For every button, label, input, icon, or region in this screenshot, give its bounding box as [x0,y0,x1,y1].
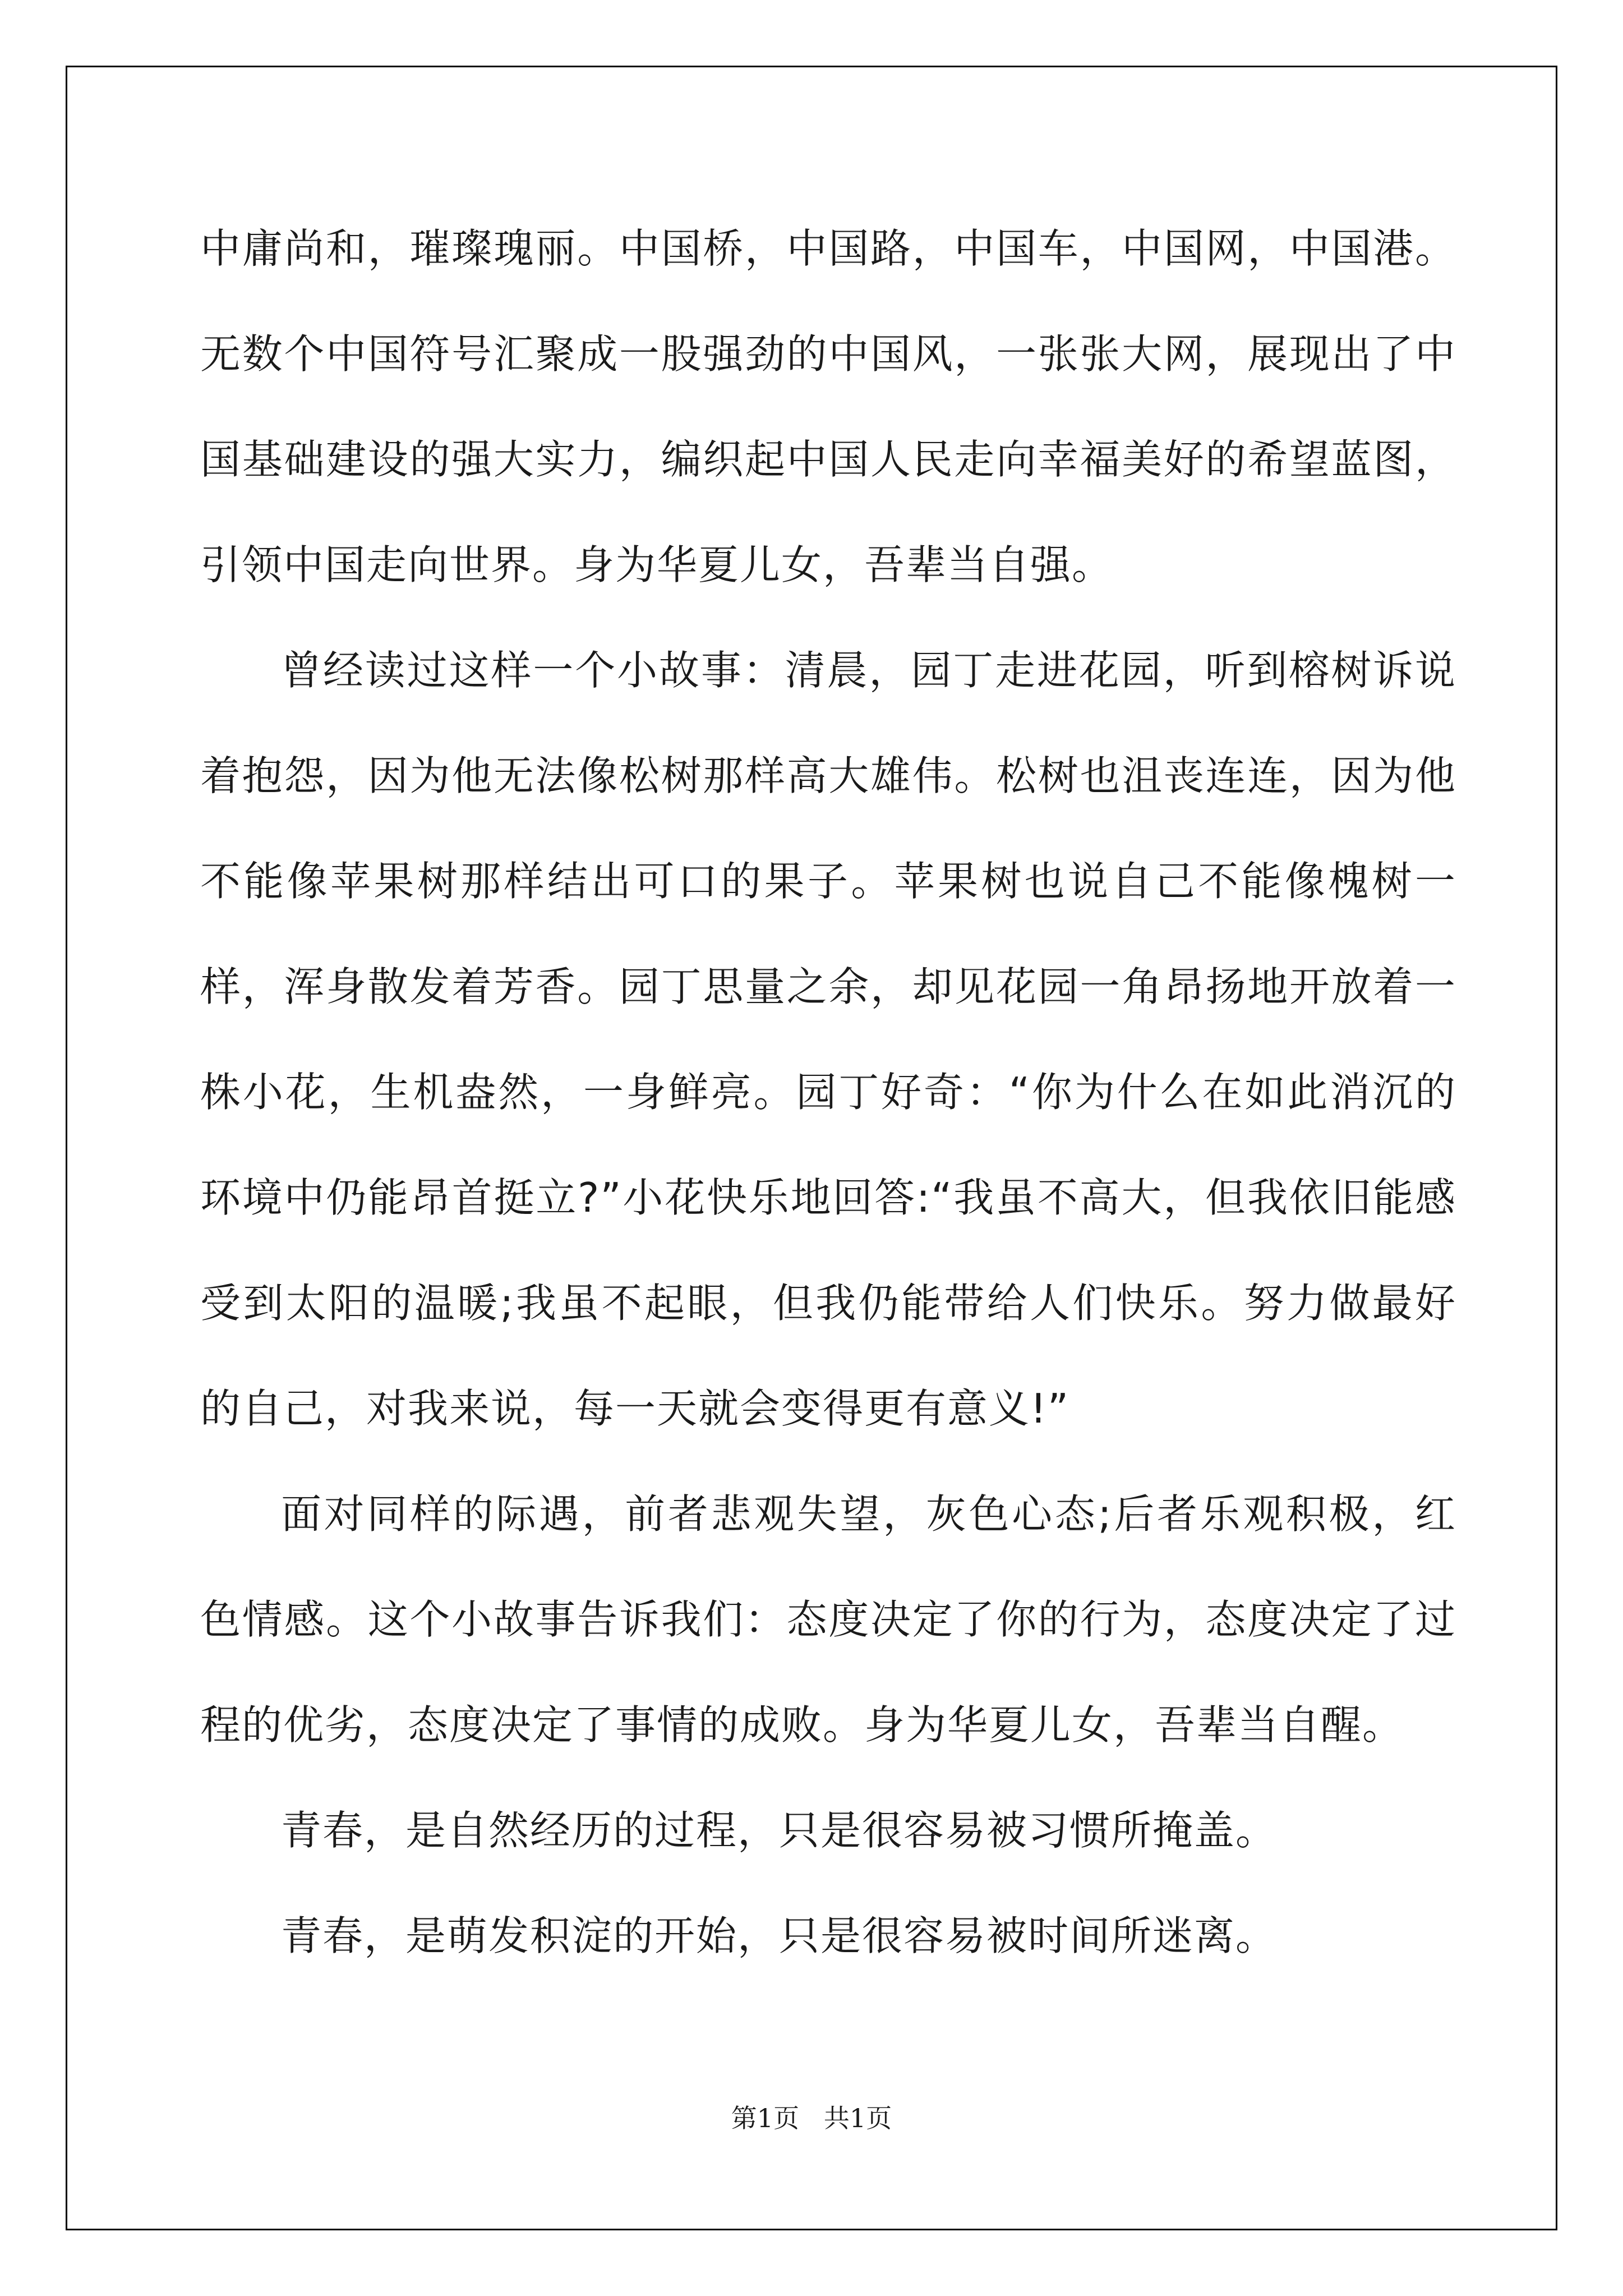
paragraph-1: 中庸尚和，璀璨瑰丽。中国桥，中国路，中国车，中国网，中国港。无数个中国符号汇聚成一股强劲的中国风，一张张大网，展现出了中国基础建设的强大实力，编织起中国人民走向幸福美好的希望蓝图，引领中国走向世界。身为华夏儿女，吾辈当自强。 [200,225,1456,588]
paragraph-3: 面对同样的际遇，前者悲观失望，灰色心态;后者乐观积极，红色情感。这个小故事告诉我们：态度决定了你的行为，态度决定了过程的优劣，态度决定了事情的成败。身为华夏儿女，吾辈当自醒。 [200,1490,1456,1749]
paragraph-4: 青春，是自然经历的过程，只是很容易被习惯所掩盖。 [281,1807,1278,1854]
paragraph-2: 曾经读过这样一个小故事：清晨，园丁走进花园，听到榕树诉说着抱怨，因为他无法像松树那样高大雄伟。松树也沮丧连连，因为他不能像苹果树那样结出可口的果子。苹果树也说自己不能像槐树一样，浑身散发着芳香。园丁思量之余，却见花园一角昂扬地开放着一株小花，生机盎然，一身鲜亮。园丁好奇：“你为什么在如此消沉的环境中仍能昂首挺立?”小花快乐地回答:“我虽不高大，但我依旧能感受到太阳的温暖;我虽不起眼，但我仍能带给人们快乐。努力做最好的自己，对我来说，每一天就会变得更有意义!” [200,647,1456,1432]
paragraph-5: 青春，是萌发积淀的开始，只是很容易被时间所迷离。 [281,1912,1278,1959]
page-number-footer: 第1页 共1页 [731,2103,892,2133]
document-body [200,196,1456,1989]
